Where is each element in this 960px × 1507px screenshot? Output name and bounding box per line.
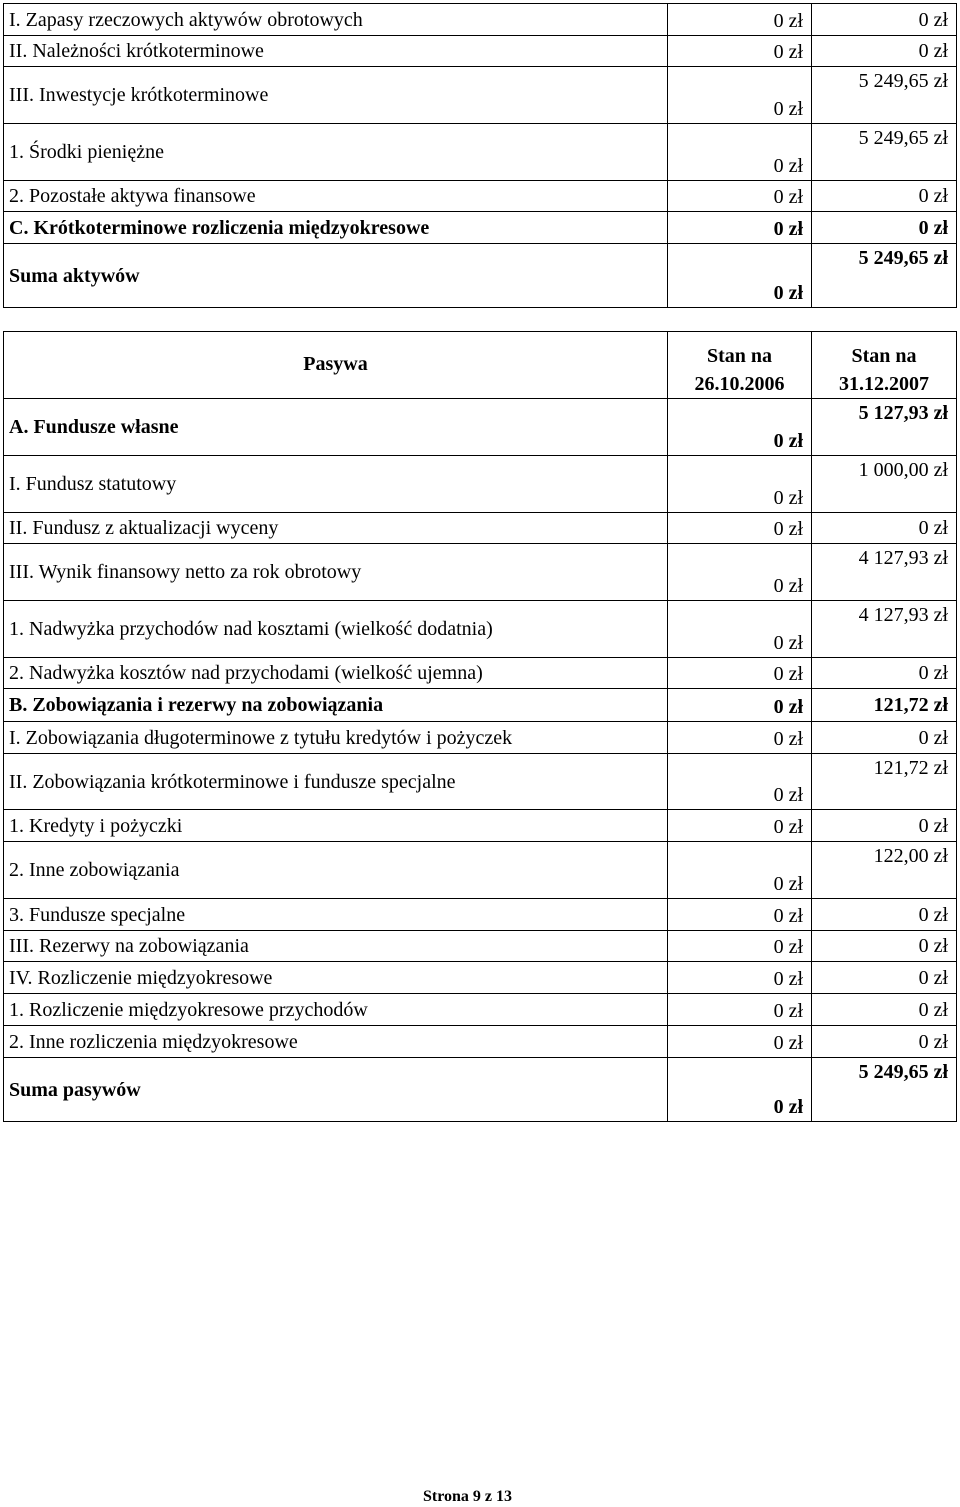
table-row bbox=[4, 244, 957, 308]
row-label: III. Wynik finansowy netto za rok obrotowy bbox=[4, 544, 668, 601]
row-label: Suma aktywów bbox=[4, 244, 668, 308]
row-label: C. Krótkoterminowe rozliczenia międzyokresowe bbox=[4, 212, 668, 244]
row-label: 2. Nadwyżka kosztów nad przychodami (wielkość ujemna) bbox=[4, 658, 668, 689]
value-2007: 5 249,65 zł bbox=[812, 1058, 957, 1122]
row-label: 1. Nadwyżka przychodów nad kosztami (wielkość dodatnia) bbox=[4, 601, 668, 658]
value-2006: 0 zł bbox=[668, 899, 812, 931]
liabilities-table bbox=[3, 331, 957, 1122]
value-2006: 0 zł bbox=[668, 399, 812, 456]
row-label: I. Zobowiązania długoterminowe z tytułu kredytów i pożyczek bbox=[4, 722, 668, 754]
row-label: III. Rezerwy na zobowiązania bbox=[4, 931, 668, 962]
row-label: B. Zobowiązania i rezerwy na zobowiązania bbox=[4, 689, 668, 722]
value-2007: 0 zł bbox=[812, 4, 957, 36]
value-2007: 0 zł bbox=[812, 899, 957, 931]
value-2007: 0 zł bbox=[812, 722, 957, 754]
table-row bbox=[4, 658, 957, 689]
header-date-2006: Stan na 26.10.2006 bbox=[668, 332, 812, 399]
page-number: Strona 9 z 13 bbox=[422, 1488, 513, 1505]
value-2007: 0 zł bbox=[812, 658, 957, 689]
value-2006: 0 zł bbox=[668, 962, 812, 994]
value-2006: 0 zł bbox=[668, 689, 812, 722]
table-row bbox=[4, 67, 957, 124]
value-2006: 0 zł bbox=[668, 212, 812, 244]
value-2006: 0 zł bbox=[668, 36, 812, 67]
row-label: II. Fundusz z aktualizacji wyceny bbox=[4, 513, 668, 544]
table-row bbox=[4, 36, 957, 67]
value-2007: 0 zł bbox=[812, 1026, 957, 1058]
value-2006: 0 zł bbox=[668, 754, 812, 810]
row-label: II. Należności krótkoterminowe bbox=[4, 36, 668, 67]
value-2006: 0 zł bbox=[668, 244, 812, 308]
header-date-2007: Stan na 31.12.2007 bbox=[812, 332, 957, 399]
row-label: I. Zapasy rzeczowych aktywów obrotowych bbox=[4, 4, 668, 36]
table-row bbox=[4, 899, 957, 931]
value-2006: 0 zł bbox=[668, 722, 812, 754]
liabilities-header-row bbox=[4, 332, 957, 399]
value-2007: 0 zł bbox=[812, 810, 957, 842]
table-row bbox=[4, 1026, 957, 1058]
table-row bbox=[4, 601, 957, 658]
value-2007: 0 zł bbox=[812, 212, 957, 244]
header-label-pasywa: Pasywa bbox=[4, 332, 668, 399]
value-2006: 0 zł bbox=[668, 1058, 812, 1122]
value-2006: 0 zł bbox=[668, 4, 812, 36]
row-label: 1. Kredyty i pożyczki bbox=[4, 810, 668, 842]
value-2007: 1 000,00 zł bbox=[812, 456, 957, 513]
row-label: I. Fundusz statutowy bbox=[4, 456, 668, 513]
value-2006: 0 zł bbox=[668, 994, 812, 1026]
value-2006: 0 zł bbox=[668, 842, 812, 899]
value-2007: 0 zł bbox=[812, 513, 957, 544]
table-row bbox=[4, 544, 957, 601]
value-2007: 4 127,93 zł bbox=[812, 544, 957, 601]
value-2007: 5 249,65 zł bbox=[812, 67, 957, 124]
table-row bbox=[4, 994, 957, 1026]
row-label: 2. Pozostałe aktywa finansowe bbox=[4, 181, 668, 212]
value-2006: 0 zł bbox=[668, 544, 812, 601]
row-label: Suma pasywów bbox=[4, 1058, 668, 1122]
value-2006: 0 zł bbox=[668, 658, 812, 689]
value-2006: 0 zł bbox=[668, 456, 812, 513]
value-2006: 0 zł bbox=[668, 124, 812, 181]
row-label: 1. Środki pieniężne bbox=[4, 124, 668, 181]
row-label: IV. Rozliczenie międzyokresowe bbox=[4, 962, 668, 994]
value-2007: 4 127,93 zł bbox=[812, 601, 957, 658]
table-row bbox=[4, 810, 957, 842]
row-label: A. Fundusze własne bbox=[4, 399, 668, 456]
row-label: 3. Fundusze specjalne bbox=[4, 899, 668, 931]
row-label: 1. Rozliczenie międzyokresowe przychodów bbox=[4, 994, 668, 1026]
table-row bbox=[4, 399, 957, 456]
table-row bbox=[4, 689, 957, 722]
table-row bbox=[4, 722, 957, 754]
table-row bbox=[4, 1058, 957, 1122]
value-2007: 0 zł bbox=[812, 181, 957, 212]
value-2006: 0 zł bbox=[668, 601, 812, 658]
value-2006: 0 zł bbox=[668, 810, 812, 842]
row-label: II. Zobowiązania krótkoterminowe i fundusze specjalne bbox=[4, 754, 668, 810]
value-2007: 122,00 zł bbox=[812, 842, 957, 899]
value-2006: 0 zł bbox=[668, 513, 812, 544]
row-label: 2. Inne rozliczenia międzyokresowe bbox=[4, 1026, 668, 1058]
value-2006: 0 zł bbox=[668, 181, 812, 212]
value-2007: 5 249,65 zł bbox=[812, 124, 957, 181]
table-row bbox=[4, 212, 957, 244]
table-row bbox=[4, 181, 957, 212]
table-row bbox=[4, 931, 957, 962]
row-label: 2. Inne zobowiązania bbox=[4, 842, 668, 899]
table-row bbox=[4, 754, 957, 810]
value-2006: 0 zł bbox=[668, 931, 812, 962]
value-2006: 0 zł bbox=[668, 1026, 812, 1058]
table-row bbox=[4, 124, 957, 181]
table-row bbox=[4, 962, 957, 994]
value-2006: 0 zł bbox=[668, 67, 812, 124]
row-label: III. Inwestycje krótkoterminowe bbox=[4, 67, 668, 124]
table-row bbox=[4, 842, 957, 899]
table-row bbox=[4, 4, 957, 36]
value-2007: 121,72 zł bbox=[812, 754, 957, 810]
value-2007: 5 127,93 zł bbox=[812, 399, 957, 456]
value-2007: 0 zł bbox=[812, 962, 957, 994]
value-2007: 0 zł bbox=[812, 994, 957, 1026]
value-2007: 5 249,65 zł bbox=[812, 244, 957, 308]
value-2007: 0 zł bbox=[812, 36, 957, 67]
value-2007: 0 zł bbox=[812, 931, 957, 962]
table-row bbox=[4, 513, 957, 544]
table-row bbox=[4, 456, 957, 513]
assets-table bbox=[3, 3, 957, 308]
value-2007: 121,72 zł bbox=[812, 689, 957, 722]
